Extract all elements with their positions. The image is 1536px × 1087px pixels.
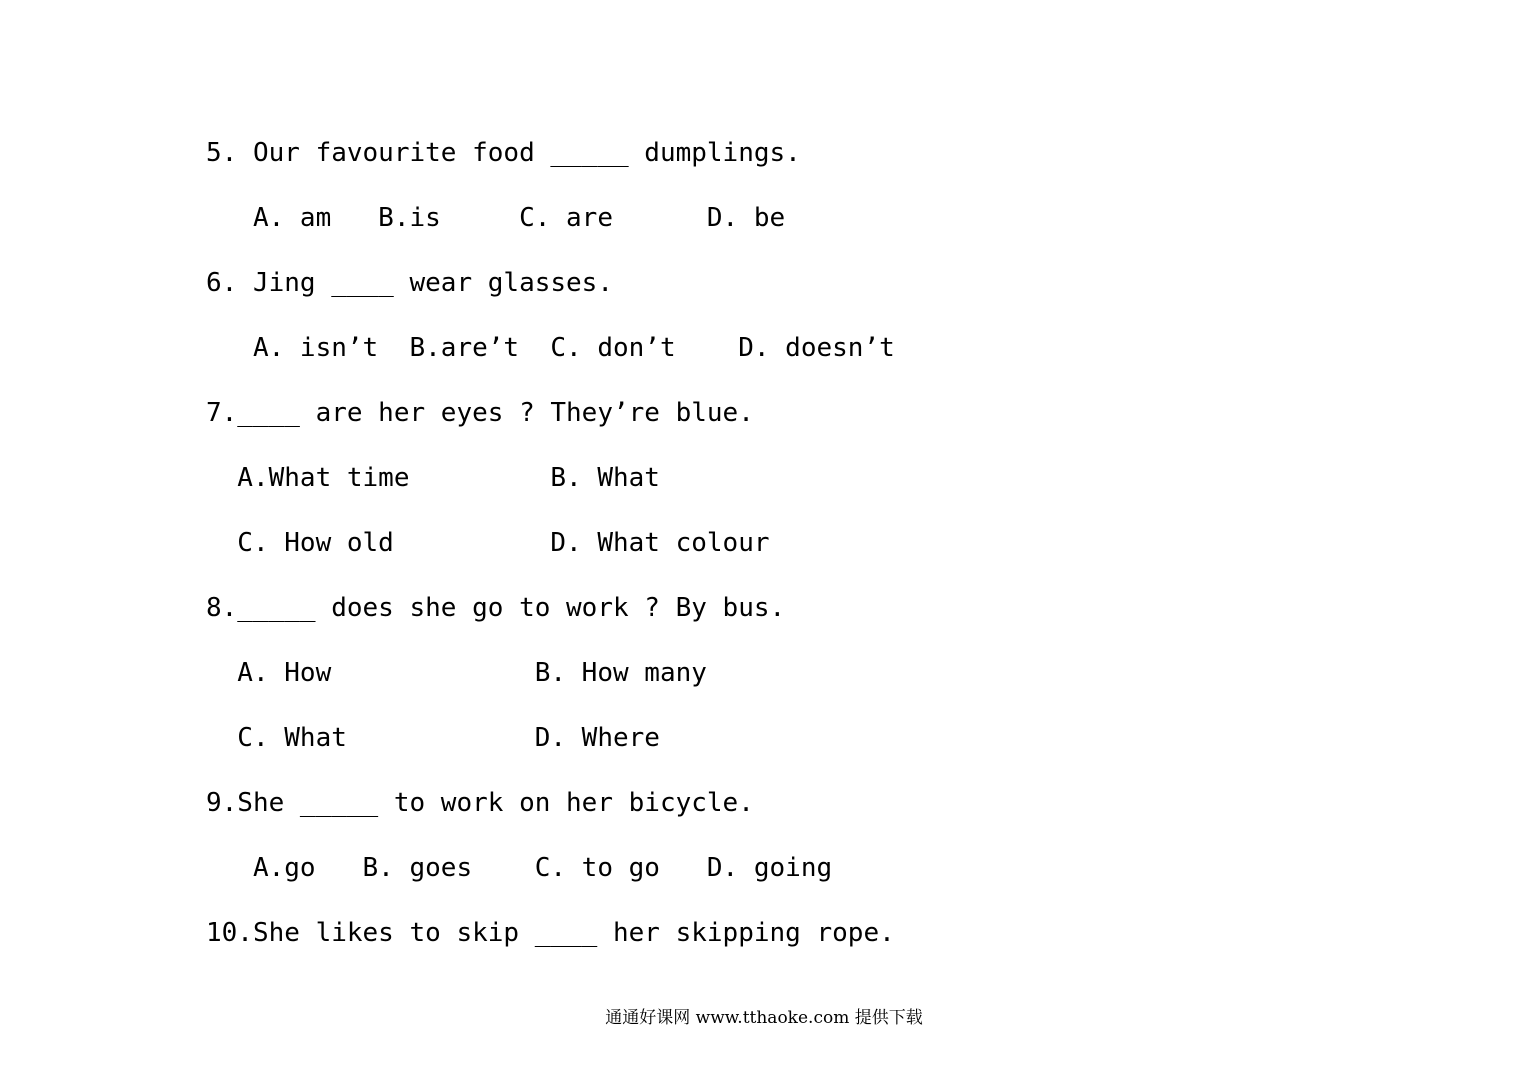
question-8-stem: 8._____ does she go to work ? By bus. [206,593,786,623]
question-7-options-row-1: A.What time B. What [206,463,660,493]
question-8-options-row-2: C. What D. Where [206,723,660,753]
question-7-options-row-2: C. How old D. What colour [206,528,770,558]
question-5-stem: 5. Our favourite food _____ dumplings. [206,138,801,168]
page-footer [0,1006,1536,1030]
question-9-stem: 9.She _____ to work on her bicycle. [206,788,754,818]
question-5-options: A. am B.is C. are D. be [206,203,786,233]
question-8-options-row-1: A. How B. How many [206,658,707,688]
question-6-options: A. isn’t B.are’t C. don’t D. doesn’t [206,333,895,363]
question-9-options: A.go B. goes C. to go D. going [206,853,833,883]
question-6-stem: 6. Jing ____ wear glasses. [206,268,613,298]
question-10-stem: 10.She likes to skip ____ her skipping rope. [206,918,895,948]
footer-source-text: 通通好课网 www.tthaoke.com 提供下载 [605,1008,923,1028]
question-7-stem: 7.____ are her eyes ? They’re blue. [206,398,754,428]
